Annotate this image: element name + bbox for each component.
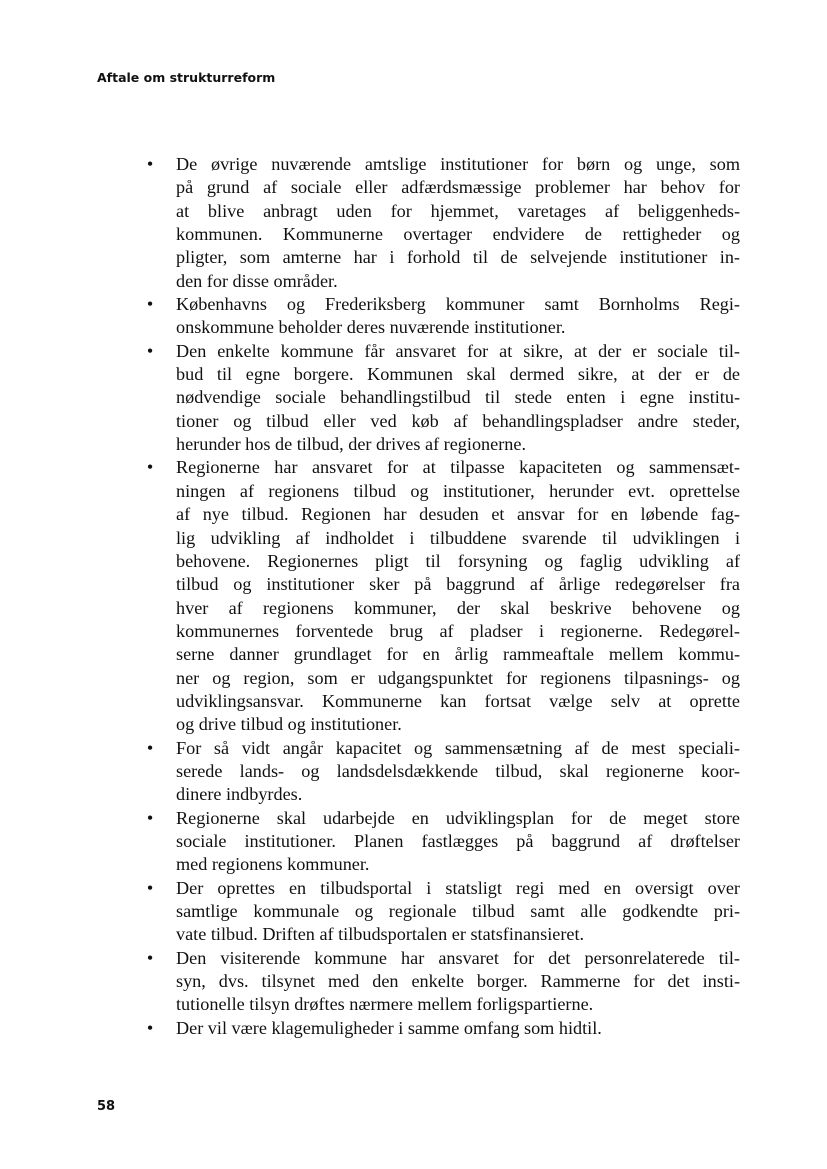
- text-line: og drive tilbud og institutioner.: [176, 714, 402, 735]
- bullet-icon: •: [146, 877, 154, 898]
- text-line: For så vidt angår kapacitet og sammensætning af de mest speciali-: [176, 737, 740, 758]
- text-line: Den visiterende kommune har ansvaret for det personrelaterede til-: [176, 947, 740, 968]
- text-line: den for disse områder.: [176, 270, 338, 291]
- text-line: lig udvikling af indholdet i tilbuddene svarende til udviklingen i: [176, 527, 740, 548]
- text-line: samtlige kommunale og regionale tilbud samt alle godkendte pri-: [176, 901, 740, 921]
- text-line: vate tilbud. Driften af tilbudsportalen er statsfinansieret.: [176, 924, 585, 945]
- text-line: af nye tilbud. Regionen har desuden et ansvar for en løbende fag-: [176, 504, 740, 525]
- list-item: [146, 947, 740, 1017]
- bullet-icon: •: [146, 457, 154, 478]
- text-line: ningen af regionens tilbud og institutioner, herunder evt. oprettelse: [176, 480, 740, 501]
- bullet-icon: •: [146, 294, 154, 315]
- text-line: kommunen. Kommunerne overtager endvidere de rettigheder og: [176, 224, 740, 245]
- page-number: 58: [97, 1099, 116, 1114]
- text-line: udviklingsansvar. Kommunerne kan fortsat vælge selv at oprette: [176, 690, 740, 711]
- text-line: Den enkelte kommune får ansvaret for at sikre, at der er sociale til-: [176, 340, 740, 361]
- text-line: med regionens kommuner.: [176, 854, 370, 875]
- text-line: på grund af sociale eller adfærdsmæssige problemer har behov for: [176, 177, 740, 198]
- text-line: pligter, som amterne har i forhold til de selvejende institutioner in-: [176, 247, 740, 268]
- text-line: Regionerne skal udarbejde en udviklingsplan for de meget store: [176, 807, 740, 828]
- text-line: kommunernes forventede brug af pladser i regionerne. Redegørel-: [176, 620, 740, 641]
- bullet-icon: •: [146, 947, 154, 968]
- text-line: Der oprettes en tilbudsportal i statsligt regi med en oversigt over: [176, 877, 740, 898]
- text-line: onskommune beholder deres nuværende institutioner.: [176, 317, 566, 338]
- bullet-icon: •: [146, 807, 154, 828]
- text-line: nødvendige sociale behandlingstilbud til stede enten i egne institu-: [176, 387, 740, 408]
- bullet-icon: •: [146, 154, 154, 174]
- text-line: behovene. Regionernes pligt til forsyning og faglig udvikling af: [176, 550, 740, 571]
- text-line: herunder hos de tilbud, der drives af regionerne.: [176, 434, 526, 455]
- bullet-list: [146, 153, 740, 1040]
- list-item: [146, 807, 740, 877]
- text-line: serne danner grundlaget for en årlig rammeaftale mellem kommu-: [176, 644, 740, 665]
- text-line: ner og region, som er udgangspunktet for regionens tilpasnings- og: [176, 667, 740, 688]
- list-item: [146, 1017, 740, 1040]
- text-line: Københavns og Frederiksberg kommuner samt Bornholms Regi-: [176, 294, 740, 315]
- bullet-icon: •: [146, 1017, 154, 1038]
- list-item: [146, 293, 740, 340]
- list-item: [146, 877, 740, 947]
- text-line: syn, dvs. tilsynet med den enkelte borger. Rammerne for det insti-: [176, 971, 740, 992]
- text-line: hver af regionens kommuner, der skal beskrive behovene og: [176, 597, 740, 618]
- list-item: [146, 456, 740, 736]
- text-line: at blive anbragt uden for hjemmet, varetages af beliggenheds-: [176, 200, 740, 221]
- list-item: [146, 737, 740, 807]
- list-item: [146, 153, 740, 293]
- text-line: Der vil være klagemuligheder i samme omfang som hidtil.: [176, 1017, 602, 1038]
- running-header-title: Aftale om strukturreform: [97, 70, 276, 85]
- text-line: tutionelle tilsyn drøftes nærmere mellem forligspartierne.: [176, 994, 594, 1015]
- text-line: Regionerne har ansvaret for at tilpasse kapaciteten og sammensæt-: [176, 457, 740, 478]
- list-item: [146, 340, 740, 457]
- text-line: dinere indbyrdes.: [176, 784, 303, 805]
- text-line: tilbud og institutioner sker på baggrund af årlige redegørelser fra: [176, 574, 740, 595]
- text-line: sociale institutioner. Planen fastlægges på baggrund af drøftelser: [176, 830, 740, 851]
- bullet-icon: •: [146, 340, 154, 361]
- bullet-icon: •: [146, 737, 154, 758]
- text-line: bud til egne borgere. Kommunen skal dermed sikre, at der er de: [176, 364, 740, 385]
- text-line: De øvrige nuværende amtslige institutioner for børn og unge, som: [176, 154, 740, 174]
- text-line: serede lands- og landsdelsdækkende tilbud, skal regionerne koor-: [176, 760, 740, 781]
- text-line: tioner og tilbud eller ved køb af behandlingspladser andre steder,: [176, 410, 740, 431]
